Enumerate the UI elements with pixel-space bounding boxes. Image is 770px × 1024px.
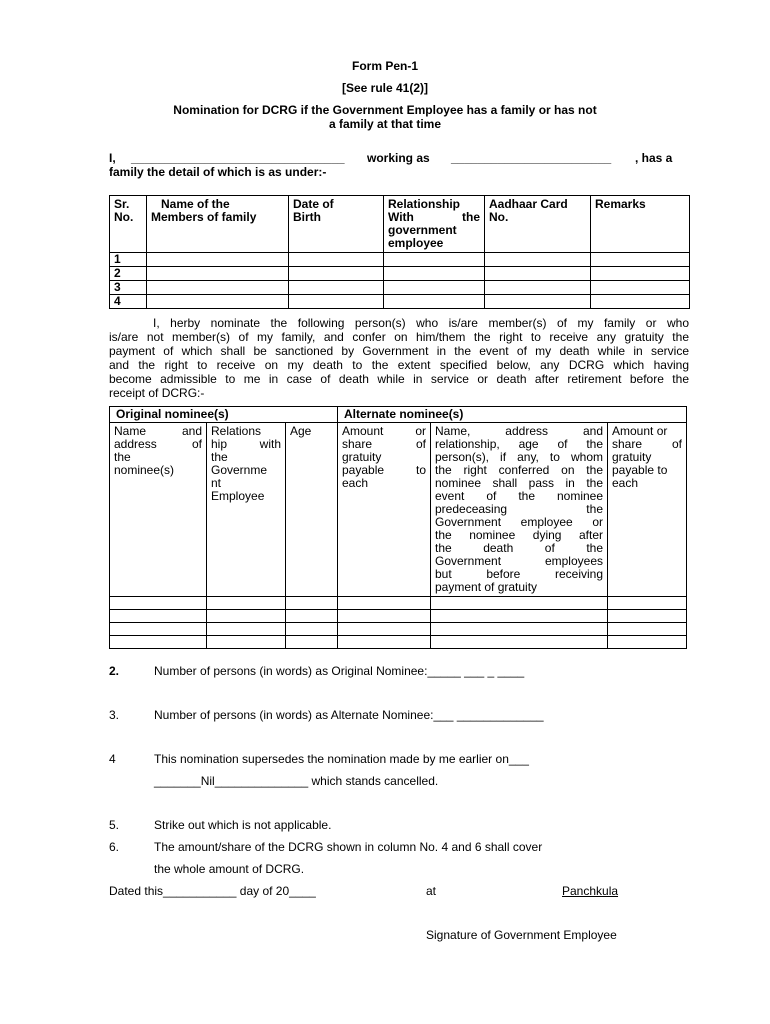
original-nominee-header: Original nominee(s) [110, 407, 338, 423]
form-title: Form Pen-1 [351, 59, 418, 73]
col-amount-share: Amount or share of gratuity payable to each [338, 423, 431, 597]
col-alternate-amount: Amount or share of gratuity payable to each [608, 423, 687, 597]
header-date-of-birth: Date of Birth [289, 196, 384, 253]
name-blank: ________________________________ [131, 151, 345, 165]
header-sr-no: Sr. No. [110, 196, 147, 253]
item-5-number: 5. [109, 818, 120, 832]
working-as-label: working as [367, 151, 430, 165]
table-row: 1 [110, 253, 690, 267]
has-a-label: , has a [635, 151, 673, 165]
table-row: 4 [110, 295, 690, 309]
signature-label: Signature of Government Employee [426, 928, 617, 942]
intro-line [109, 151, 689, 165]
place-name: Panchkula [562, 884, 619, 898]
heading-line-1: Nomination for DCRG if the Government Employee has a family or has not [173, 103, 597, 117]
family-table [109, 195, 690, 309]
item-2-text: Number of persons (in words) as Original Nominee:_____ ___ _ ____ [154, 664, 525, 678]
designation-blank: ________________________ [451, 151, 612, 165]
col-name-address: Name and address of the nominee(s) [110, 423, 207, 597]
header-remarks: Remarks [591, 196, 690, 253]
item-4-number: 4 [109, 752, 116, 766]
col-age: Age [286, 423, 338, 597]
table-row [110, 610, 687, 623]
table-row: 3 [110, 281, 690, 295]
item-6-line-2: the whole amount of DCRG. [154, 862, 305, 876]
dated-line: Dated this___________ day of 20____ [109, 884, 316, 898]
heading-line-2: a family at that time [328, 117, 442, 131]
table-row [110, 623, 687, 636]
item-3-number: 3. [109, 708, 120, 722]
nomination-paragraph: I, herby nominate the following person(s) who is/are member(s) of my family or who is/are not member(s) of my family, and confer on him/them the right to receive any gratuity the payment of which shall be sanctioned by Government in the event of my death while in service and the right to receive on my death to the extent specified below, any DCRG which having become admissible to me in case of death while in service or death after retirement before the receipt of DCRG:- [109, 316, 689, 400]
header-aadhaar: Aadhaar Card No. [485, 196, 591, 253]
table-row [110, 636, 687, 649]
item-6-line-1: The amount/share of the DCRG shown in column No. 4 and 6 shall cover [154, 840, 543, 854]
col-alternate-details: Name, address and relationship, age of the person(s), if any, to whom the right conferred on the nominee shall pass in the event of the nominee predeceasing the Government employee or the nominee dying after the death of the Government employees but before receiving payment of gratuity [431, 423, 608, 597]
nominee-column-headers [110, 423, 687, 597]
item-5-text: Strike out which is not applicable. [154, 818, 332, 832]
item-4-line-2: _______Nil______________ which stands cancelled. [154, 774, 439, 788]
header-relationship: Relationship With the government employee [384, 196, 485, 253]
col-relationship: Relations hip with the Governme nt Employee [207, 423, 286, 597]
intro-line-2: family the detail of which is as under:- [109, 165, 327, 179]
table-row [110, 597, 687, 610]
alternate-nominee-header: Alternate nominee(s) [338, 407, 687, 423]
nominee-table [109, 406, 687, 649]
item-4-line-1: This nomination supersedes the nomination made by me earlier on___ [154, 752, 529, 766]
table-row: 2 [110, 267, 690, 281]
header-member-name: Name of the Members of family [147, 196, 289, 253]
item-6-number: 6. [109, 840, 120, 854]
item-3-text: Number of persons (in words) as Alternate Nominee:___ _____________ [154, 708, 544, 722]
nominee-group-header [110, 407, 687, 423]
family-table-header [110, 196, 690, 253]
at-label: at [426, 884, 437, 898]
item-2-number: 2. [109, 664, 120, 678]
rule-reference: [See rule 41(2)] [341, 81, 429, 95]
intro-i: I, [109, 151, 116, 165]
